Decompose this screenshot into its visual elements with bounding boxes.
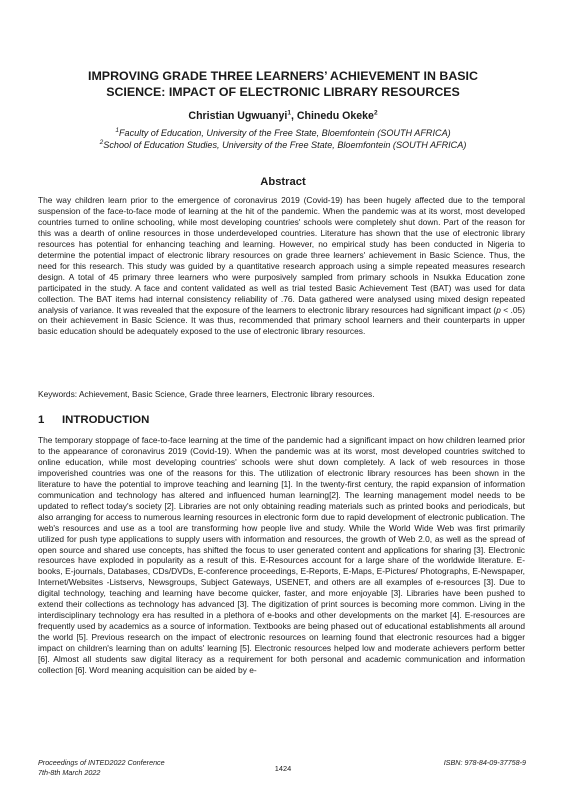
keywords-line: Keywords: Achievement, Basic Science, Grade three learners, Electronic library resources. [38,389,375,399]
author-affil-mark: 2 [373,109,378,117]
footer-isbn: ISBN: 978-84-09-37758-9 [443,758,526,767]
affiliation-2 [40,140,526,150]
section-title: INTRODUCTION [62,414,150,426]
footer-proceedings [38,758,165,777]
affiliation-mark: 1 [115,126,119,134]
affiliation-1 [40,128,526,138]
abstract-text-end: < .05) on their achievement in Basic Science. It was thus, recommended that primary school learners and their counterparts in upper basic education should be adequately exposed to the use of electronic library resources. [38,304,525,337]
p-value-symbol: p [496,304,501,315]
author-list [40,110,526,122]
footer-conference: Proceedings of INTED2022 Conference [38,758,165,767]
title-line-2: SCIENCE: IMPACT OF ELECTRONIC LIBRARY RESOURCES [106,85,460,99]
section-heading-introduction [38,414,149,426]
affiliation-text: School of Education Studies, University of the Free State, Bloemfontein (SOUTH AFRICA) [103,140,467,150]
author-affil-mark: 1 [287,109,291,117]
affiliation-text: Faculty of Education, University of the Free State, Bloemfontein (SOUTH AFRICA) [118,128,451,138]
title-line-1: IMPROVING GRADE THREE LEARNERS’ ACHIEVEMENT IN BASIC [88,69,478,83]
abstract-paragraph [38,195,525,337]
paper-title [60,68,506,100]
footer-dates: 7th-8th March 2022 [38,767,101,777]
abstract-text-start: The way children learn prior to the emergence of coronavirus 2019 (Covid-19) has been hugely affected due to the temporal suspension of the face-to-face mode of learning at the hit of the pandemic. When the pandemic was at its worst, most developed countries turned to online schooling, while most developing countries' schools were completely shut down. Part of the reason for this was a dearth of online resources in those underdeveloped countries. Literature has shown that the use of electronic library resources has potential for enhancing teaching and learning. However, no empirical study has been conducted in Nigeria to determine the potential impact of electronic library resources on grade three learners' achievement in Basic Science. Thus, the need for this research. This study was guided by a quantitative research approach using a simple repeated measures research design. A total of 45 primary three learners who were purposively sampled from primary schools in Nsukka Education zone participated in the study. A face and content validated as well as trial tested Basic Achievement Test (BAT) was used for data collection. The BAT items had internal consistency reliability of .76. Data gathered were analysed using mixed design repeated analysis of variance. It was revealed that the exposure of the learners to electronic library resources had significant impact ( [38,195,525,315]
section-number: 1 [38,414,45,426]
abstract-heading: Abstract [260,176,306,188]
introduction-paragraph: The temporary stoppage of face-to-face learning at the time of the pandemic had a significant impact on how children learned prior to the appearance of coronavirus 2019 (Covid-19). When the pandemic was at its worst, most developed countries switched to online education, while most developing countries' schools were shut down completely. A lack of web resources in those impoverished countries was one of the reasons for this. The utilization of electronic library resources has been shown in the literature to have the potential to improve teaching and learning [1]. In the twenty-first century, the rapid expansion of information communication and technology has altered and influenced human learning[2]. The learning management model needs to be updated to reflect today's society [2]. Libraries are not only obtaining reading materials such as printed books and periodicals, but also arranging for access to numerous learning resources in electronic form due to rapid development of electronic publication. The web's resources and use as a tool are transforming how people live and study. While the World Wide Web was first primarily utilized for push type applications to supply users with information and resources, the growth of Web 2.0, as well as the spread of open source and shared use concepts, has shifted the focus to user generated content and applications for sharing [3]. Electronic resources have exploded in popularity as a result of this. E-Resources account for a large share of the worldwide literature. E-books, E-journals, Databases, CDs/DVDs, E-conference proceedings, E-Reports, E-Maps, E-Pictures/ Photographs, E-Newspaper, Internet/Websites -Listservs, Newsgroups, Subject Gateways, USENET, and others are all examples of e-resources [3]. Due to digital technology, teaching and learning have become quicker, faster, and more enjoyable [3]. Libraries have been pushed to extend their collections as technology has advanced [3]. The digitization of print sources is becoming more common. Living in the interdisciplinary technology era has resulted in a plethora of e-books and other developments on the market [4]. E-resources are frequently used by academics as a source of information. Textbooks are being phased out of educational establishments all around the world [5]. Previous research on the impact of electronic resources on learning found that electronic resources had a bigger impact on children's learning than on adults' learning [5]. Electronic resources helped low and moderate achievers perform better [6]. Almost all students saw digital literacy as a requirement for both personal and academic communication and information collection [6]. Word meaning acquisition can be aided by e- [38,435,525,676]
author-name: Christian Ugwuanyi [188,110,288,122]
affiliation-mark: 2 [99,138,104,146]
author-separator: , [290,110,297,122]
author-name: Chinedu Okeke [296,110,374,122]
page-number: 1424 [274,764,292,773]
